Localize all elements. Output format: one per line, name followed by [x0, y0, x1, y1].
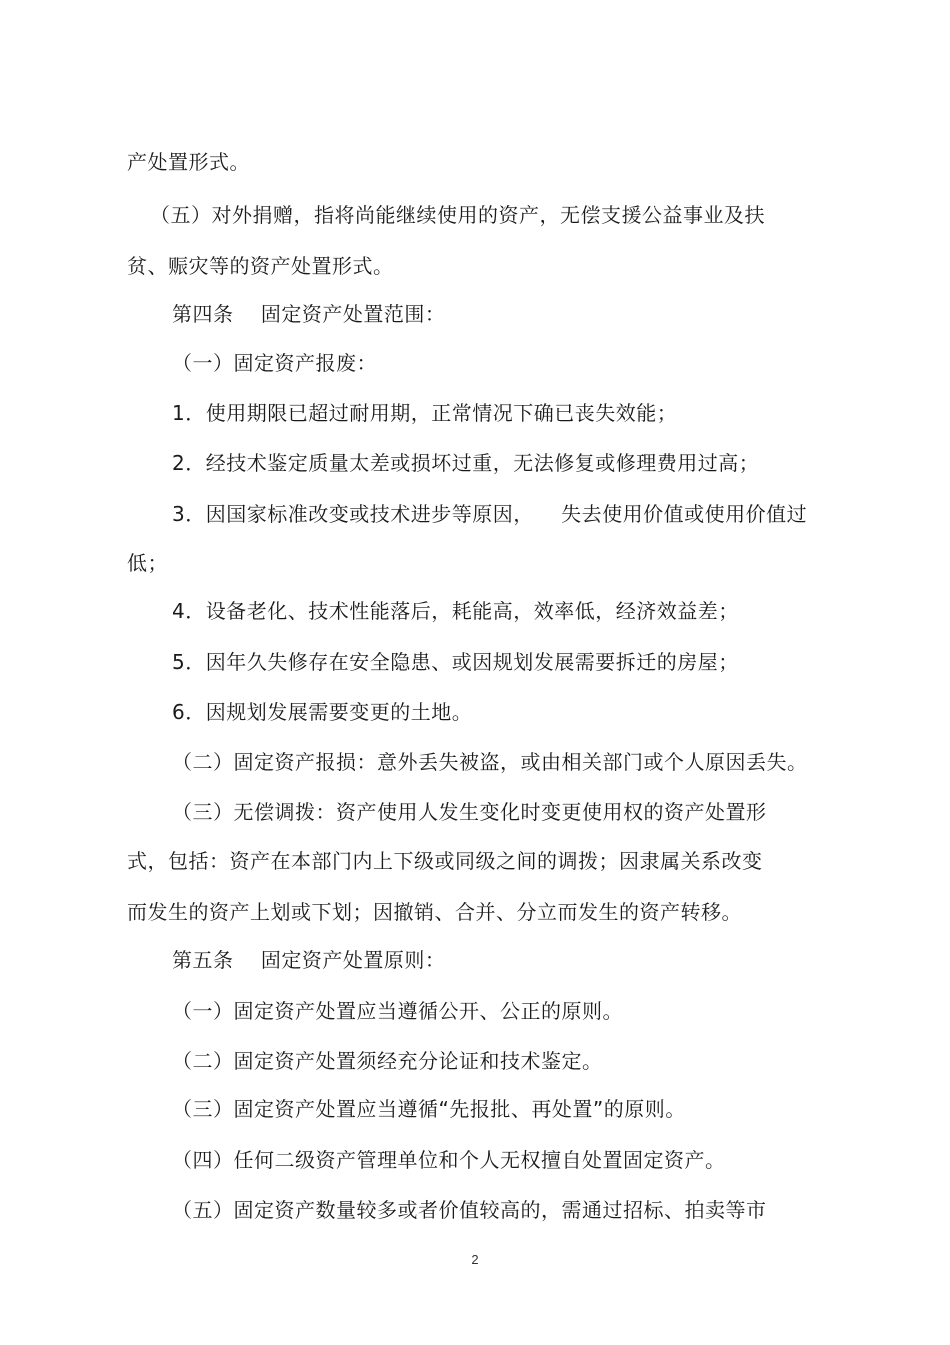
- text-line: （一）固定资产报废：: [172, 351, 377, 375]
- list-item: 3．因国家标准改变或技术进步等原因， 失去使用价值或使用价值过: [172, 502, 808, 526]
- list-item: 5．因年久失修存在安全隐患、或因规划发展需要拆迁的房屋；: [172, 650, 739, 674]
- section-heading: 第五条 固定资产处置原则：: [172, 948, 446, 972]
- text-line: 贫、赈灾等的资产处置形式。: [127, 254, 394, 278]
- text-line: 低；: [127, 551, 168, 575]
- section-heading: 第四条 固定资产处置范围：: [172, 302, 446, 326]
- text-line: （二）固定资产处置须经充分论证和技术鉴定。: [172, 1049, 603, 1073]
- list-item: 6．因规划发展需要变更的土地。: [172, 700, 473, 724]
- list-item: 2．经技术鉴定质量太差或损坏过重，无法修复或修理费用过高；: [172, 451, 760, 475]
- list-item: 4．设备老化、技术性能落后，耗能高，效率低，经济效益差；: [172, 599, 739, 623]
- text-line: （五）对外捐赠，指将尚能继续使用的资产，无偿支援公益事业及扶: [150, 203, 765, 227]
- text-line: （二）固定资产报损：意外丢失被盗，或由相关部门或个人原因丢失。: [172, 750, 808, 774]
- text-line: 产处置形式。: [127, 150, 250, 174]
- text-line: （三）固定资产处置应当遵循“先报批、再处置”的原则。: [172, 1097, 686, 1121]
- text-line: （五）固定资产数量较多或者价值较高的，需通过招标、拍卖等市: [172, 1198, 767, 1222]
- text-line: （一）固定资产处置应当遵循公开、公正的原则。: [172, 999, 623, 1023]
- page-number: 2: [471, 1252, 479, 1267]
- text-line: （三）无偿调拨：资产使用人发生变化时变更使用权的资产处置形: [172, 800, 767, 824]
- list-item: 1．使用期限已超过耐用期，正常情况下确已丧失效能；: [172, 401, 678, 425]
- text-line: （四）任何二级资产管理单位和个人无权擅自处置固定资产。: [172, 1148, 726, 1172]
- text-line: 而发生的资产上划或下划；因撤销、合并、分立而发生的资产转移。: [127, 900, 742, 924]
- text-line: 式，包括：资产在本部门内上下级或同级之间的调拨；因隶属关系改变: [127, 849, 763, 873]
